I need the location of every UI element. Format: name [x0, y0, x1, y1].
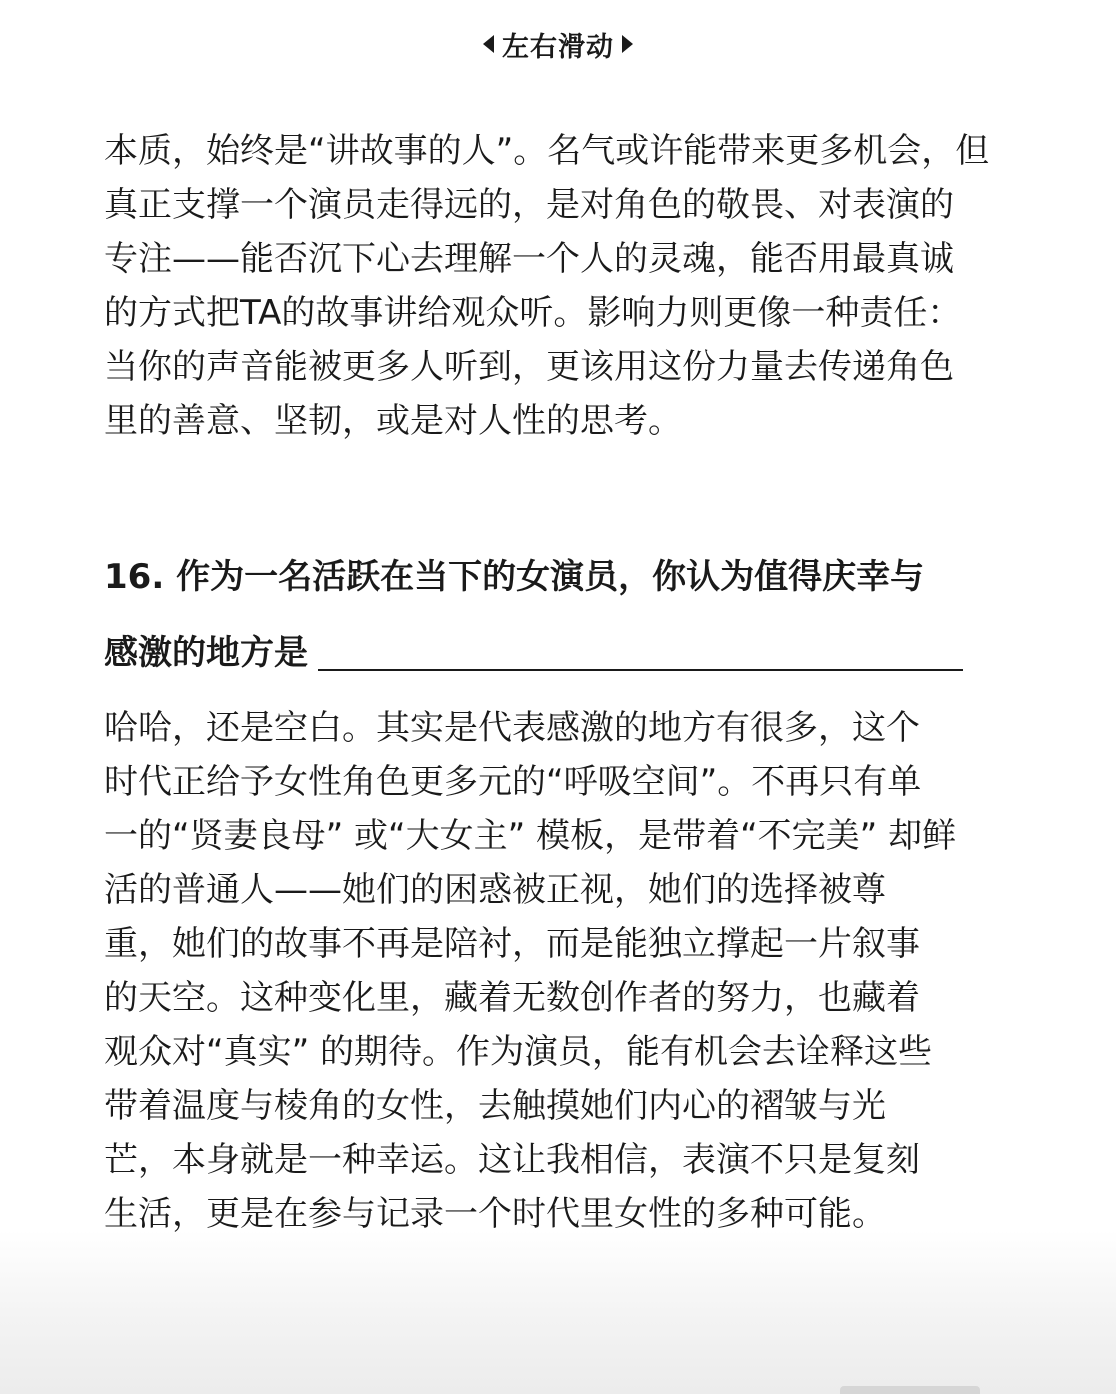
text-line: 的天空。这种变化里，藏着无数创作者的努力，也藏着 — [104, 978, 920, 1018]
swipe-hint — [0, 22, 1116, 66]
arrow-left-icon — [483, 35, 494, 53]
text-line: 里的善意、坚韧，或是对人性的思考。 — [104, 401, 682, 441]
text-line: 带着温度与棱角的女性，去触摸她们内心的褶皱与光 — [104, 1086, 886, 1126]
text-line: 生活，更是在参与记录一个时代里女性的多种可能。 — [104, 1194, 886, 1234]
question-16-prompt: 感激的地方是 — [104, 633, 308, 673]
text-line: 哈哈，还是空白。其实是代表感激的地方有很多，这个 — [104, 708, 920, 748]
text-line: 重，她们的故事不再是陪衬，而是能独立撑起一片叙事 — [104, 924, 920, 964]
swipe-hint-label: 左右滑动 — [502, 31, 614, 63]
text-line: 的方式把TA的故事讲给观众听。影响力则更像一种责任： — [104, 293, 962, 333]
text-line: 时代正给予女性角色更多元的“呼吸空间”。不再只有单 — [104, 762, 922, 802]
text-line: 当你的声音能被更多人听到，更该用这份力量去传递角色 — [104, 347, 954, 387]
question-16-heading-continued — [104, 626, 984, 680]
question-16-heading: 16. 作为一名活跃在当下的女演员，你认为值得庆幸与 — [104, 557, 925, 597]
text-line: 一的“贤妻良母” 或“大女主” 模板，是带着“不完美” 却鲜 — [104, 816, 957, 856]
scroll-indicator — [840, 1386, 980, 1394]
text-line: 观众对“真实” 的期待。作为演员，能有机会去诠释这些 — [104, 1032, 933, 1072]
text-line: 专注——能否沉下心去理解一个人的灵魂，能否用最真诚 — [104, 239, 954, 279]
answer-paragraph-16 — [104, 701, 984, 1241]
text-line: 活的普通人——她们的困惑被正视，她们的选择被尊 — [104, 870, 886, 910]
arrow-right-icon — [622, 35, 633, 53]
answer-paragraph-15 — [104, 124, 990, 448]
text-line: 真正支撑一个演员走得远的，是对角色的敬畏、对表演的 — [104, 185, 954, 225]
text-line: 本质，始终是“讲故事的人”。名气或许能带来更多机会，但 — [104, 131, 990, 171]
answer-blank-line — [318, 669, 963, 671]
text-line: 芒，本身就是一种幸运。这让我相信，表演不只是复刻 — [104, 1140, 920, 1180]
